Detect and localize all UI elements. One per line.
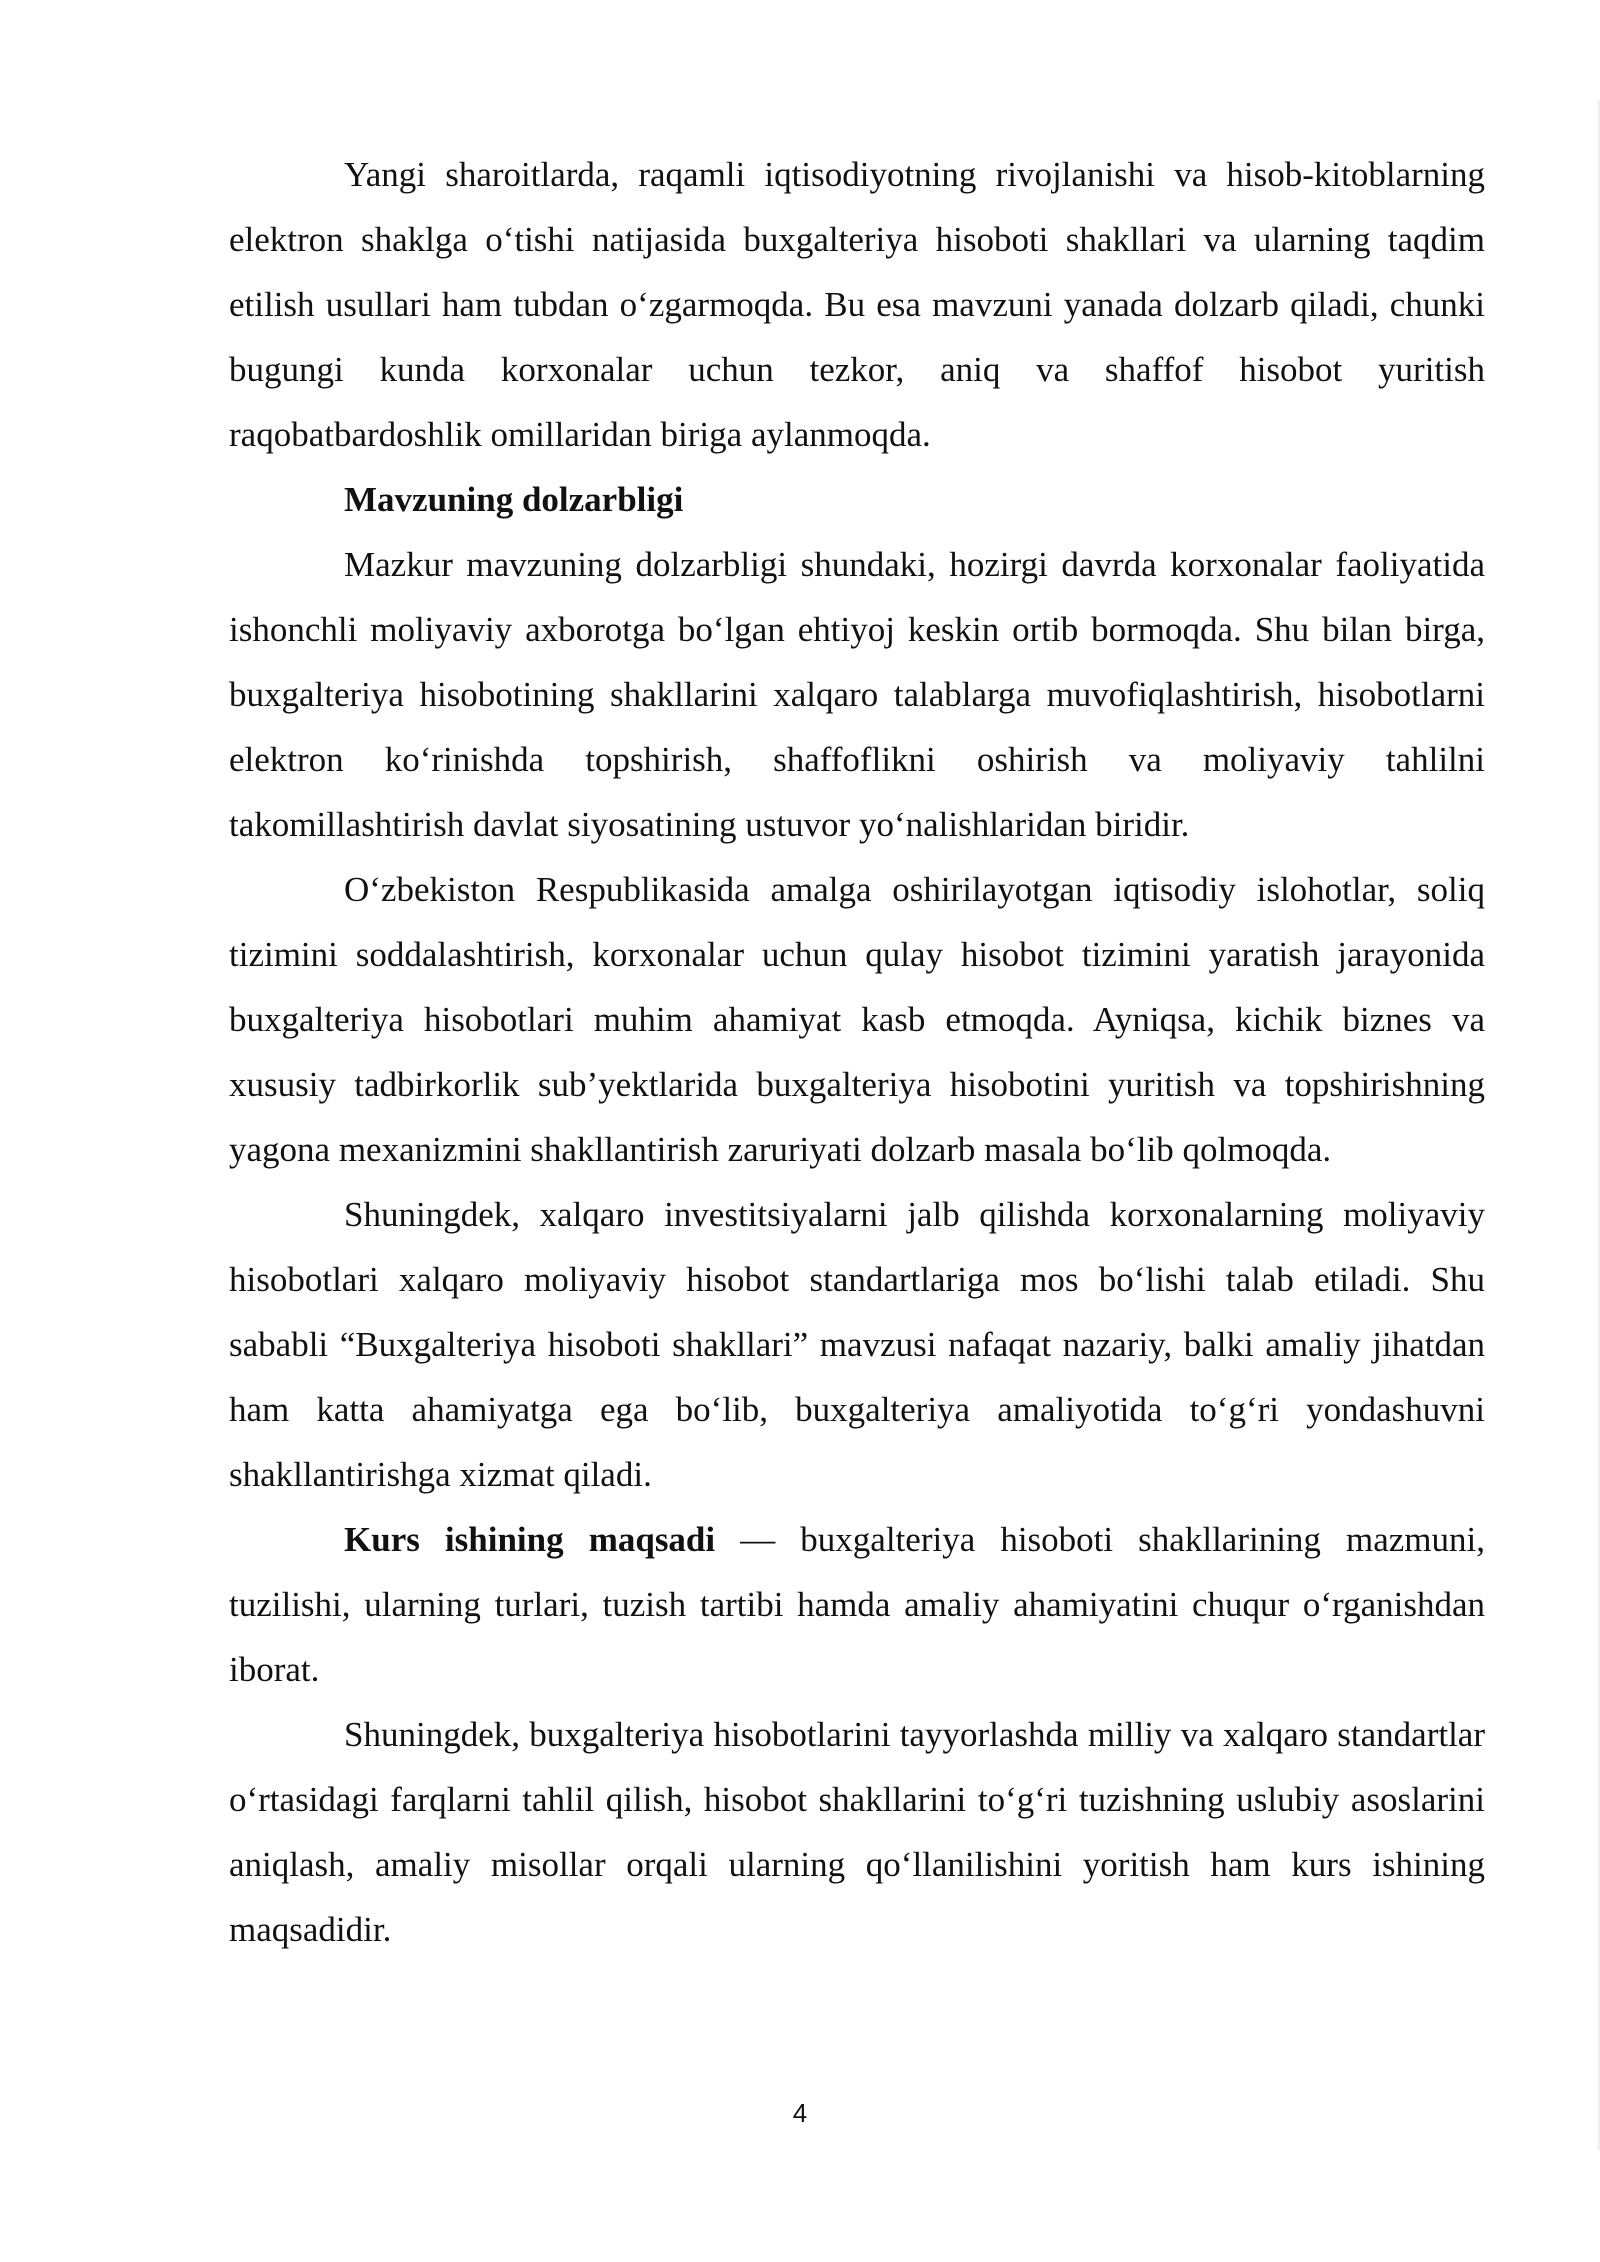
paragraph-international-investment: Shuningdek, xalqaro investitsiyalarni jalb qilishda korxonalarning moliyaviy hisobotlari xalqaro moliyaviy hisobot standartlariga mos bo‘lishi talab etiladi. Shu sababli “Buxgalteriya hisoboti shakllari” mavzusi nafaqat nazariy, balki amaliy jihatdan ham katta ahamiyatga ega bo‘lib, buxgalteriya amaliyotida to‘g‘ri yondashuvni shakllantirishga xizmat qiladi. [229,1195,1485,1494]
page-edge-shadow [1596,100,1600,2150]
paragraph-additional-goal: Shuningdek, buxgalteriya hisobotlarini tayyorlashda milliy va xalqaro standartlar o‘rtasidagi farqlarni tahlil qilish, hisobot shakllarini to‘g‘ri tuzishning uslubiy asoslarini aniqlash, amaliy misollar orqali ularning qo‘llanilishini yoritish ham kurs ishining maqsadidir. [229,1715,1485,1949]
course-goal-text: — buxgalteriya hisoboti shakllarining mazmuni, tuzilishi, ularning turlari, tuzish tartibi hamda amaliy ahamiyatini chuqur o‘rganishdan iborat. [229,1520,1486,1689]
paragraph-digital-economy: Yangi sharoitlarda, raqamli iqtisodiyotning rivojlanishi va hisob-kitoblarning elektron shaklga o‘tishi natijasida buxgalteriya hisoboti shakllari va ularning taqdim etilish usullari ham tubdan o‘zgarmoqda. Bu esa mavzuni yanada dolzarb qiladi, chunki bugungi kunda korxonalar uchun tezkor, aniq va shaffof hisobot yuritish raqobatbardoshlik omillaridan biriga aylanmoqda. [229,155,1485,454]
course-goal-lead: Kurs ishining maqsadi [344,1520,716,1559]
paragraph-uzbekistan-reforms: O‘zbekiston Respublikasida amalga oshirilayotgan iqtisodiy islohotlar, soliq tizimini soddalashtirish, korxonalar uchun qulay hisobot tizimini yaratish jarayonida buxgalteriya hisobotlari muhim ahamiyat kasb etmoqda. Ayniqsa, kichik biznes va xususiy tadbirkorlik sub’yektlarida buxgalteriya hisobotini yuritish va topshirishning yagona mexanizmini shakllantirish zaruriyati dolzarb masala bo‘lib qolmoqda. [229,870,1485,1169]
heading-relevance: Mavzuning dolzarbligi [344,480,684,519]
body-text [229,142,1485,1962]
paragraph-relevance: Mazkur mavzuning dolzarbligi shundaki, hozirgi davrda korxonalar faoliyatida ishonchli moliyaviy axborotga bo‘lgan ehtiyoj keskin ortib bormoqda. Shu bilan birga, buxgalteriya hisobotining shakllarini xalqaro talablarga muvofiqlashtirish, hisobotlarni elektron ko‘rinishda topshirish, shaffoflikni oshirish va moliyaviy tahlilni takomillashtirish davlat siyosatining ustuvor yo‘nalishlaridan biridir. [229,545,1485,844]
page-number: 4 [792,2098,808,2128]
paragraph-course-goal [229,1507,1485,1702]
